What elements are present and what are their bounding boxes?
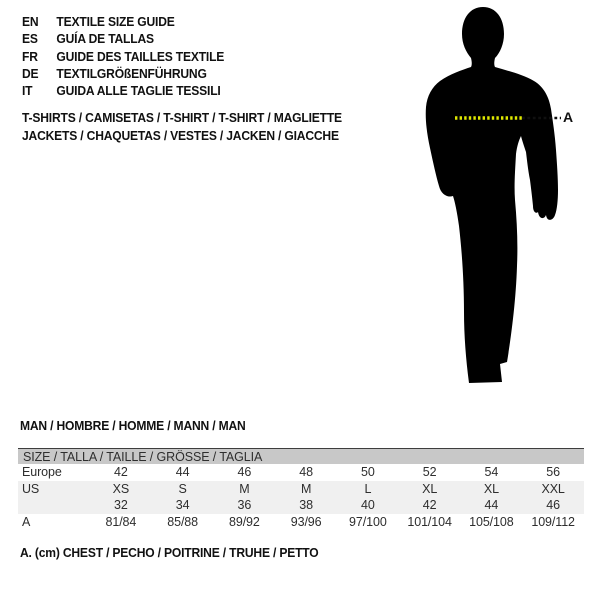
size-cell: XXL <box>541 481 565 496</box>
section-heading: MAN / HOMBRE / HOMME / MANN / MAN <box>20 418 246 433</box>
category-line: JACKETS / CHAQUETAS / VESTES / JACKEN / GIACCHE <box>22 127 339 143</box>
size-cell: 54 <box>484 465 499 480</box>
size-cell: 97/100 <box>349 514 387 529</box>
table-row <box>18 464 584 481</box>
language-label: GUÍA DE TALLAS <box>56 31 154 47</box>
table-row <box>18 514 584 531</box>
size-cell: XL <box>422 481 438 496</box>
size-table <box>18 448 584 530</box>
table-row <box>18 481 584 498</box>
language-row <box>22 48 224 65</box>
category-line: T-SHIRTS / CAMISETAS / T-SHIRT / T-SHIRT / MAGLIETTE <box>22 110 342 125</box>
category-list <box>22 109 366 144</box>
language-label: TEXTILGRÖßENFÜHRUNG <box>56 65 207 81</box>
language-row <box>22 82 224 99</box>
size-cell: 36 <box>237 498 252 513</box>
size-cell: 46 <box>546 498 560 513</box>
size-cell: 46 <box>237 465 252 480</box>
man-silhouette-graphic <box>410 0 600 400</box>
size-cell: 81/84 <box>105 514 137 529</box>
measure-marker-label: A <box>562 109 574 125</box>
size-table-body <box>18 464 584 530</box>
man-silhouette-shape <box>426 7 558 383</box>
language-label: GUIDA ALLE TAGLIE TESSILI <box>56 83 221 99</box>
size-cell: XL <box>483 481 499 496</box>
language-row <box>22 30 224 47</box>
man-silhouette-figure <box>410 0 600 400</box>
language-code: IT <box>22 83 33 99</box>
language-row <box>22 13 224 30</box>
size-cell: M <box>239 481 250 496</box>
size-cell: 56 <box>546 465 560 480</box>
language-code: FR <box>22 48 38 64</box>
size-cell: 85/88 <box>167 514 199 529</box>
size-cell: XS <box>112 481 130 496</box>
language-code: ES <box>22 31 38 47</box>
size-cell: 44 <box>484 498 499 513</box>
size-cell: 34 <box>175 498 190 513</box>
size-cell: 105/108 <box>469 514 514 529</box>
size-cell: 44 <box>175 465 190 480</box>
size-cell: 48 <box>299 465 313 480</box>
size-cell: 32 <box>114 498 128 513</box>
language-label: TEXTILE SIZE GUIDE <box>56 14 175 29</box>
size-cell: 42 <box>422 498 437 513</box>
language-row <box>22 65 224 82</box>
size-table-header: SIZE / TALLA / TAILLE / GRÖSSE / TAGLIA <box>18 449 584 465</box>
row-label: US <box>22 481 40 496</box>
row-label <box>18 497 90 514</box>
size-cell: M <box>300 481 312 496</box>
row-label: Europe <box>22 465 62 480</box>
size-cell: 93/96 <box>290 514 322 529</box>
size-cell: 50 <box>361 465 375 480</box>
size-cell: 40 <box>361 498 375 513</box>
size-cell: 101/104 <box>407 514 452 529</box>
size-cell: 89/92 <box>228 514 260 529</box>
size-cell: L <box>364 481 372 496</box>
size-cell: 42 <box>114 465 128 480</box>
language-list <box>22 13 239 99</box>
language-label: GUIDE DES TAILLES TEXTILE <box>56 48 225 64</box>
size-cell: 38 <box>299 498 313 513</box>
language-code: EN <box>22 14 39 29</box>
size-cell: 109/112 <box>531 514 575 529</box>
size-cell: 52 <box>422 465 437 480</box>
size-cell: S <box>178 481 187 496</box>
table-row <box>18 497 584 514</box>
language-code: DE <box>22 65 39 81</box>
size-table-header-row <box>18 449 584 465</box>
footnote: A. (cm) CHEST / PECHO / POITRINE / TRUHE / PETTO <box>20 545 319 560</box>
row-label: A <box>22 514 31 529</box>
